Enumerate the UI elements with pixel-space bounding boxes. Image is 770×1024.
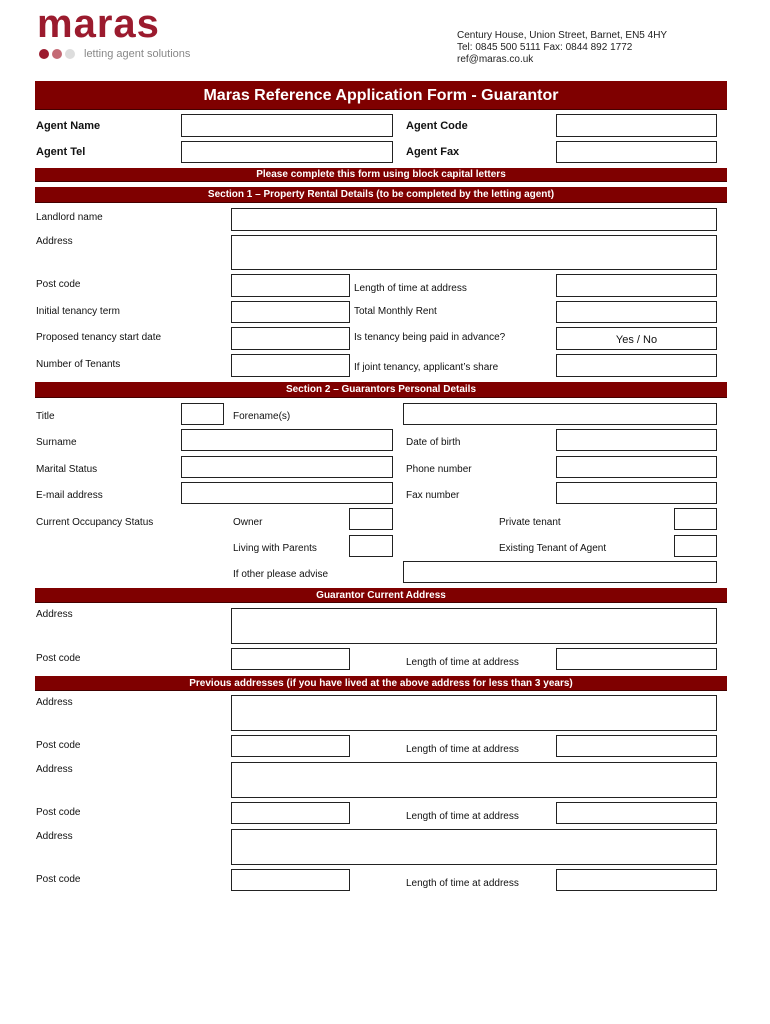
other-field[interactable] (403, 561, 717, 583)
share-field[interactable] (556, 354, 717, 377)
agent-tel-field[interactable] (181, 141, 393, 163)
property-length-field[interactable] (556, 274, 717, 297)
length-label: Length of time at address (406, 657, 519, 668)
phone-line: Tel: 0845 500 5111 Fax: 0844 892 1772 (457, 42, 633, 53)
start-label: Proposed tenancy start date (36, 332, 162, 343)
address-line: Century House, Union Street, Barnet, EN5 4HY (457, 30, 668, 41)
postcode-label: Post code (36, 740, 81, 751)
length-label: Length of time at address (406, 811, 519, 822)
postcode-label: Post code (36, 279, 81, 290)
address-label: Address (36, 831, 73, 842)
phone-field[interactable] (556, 456, 717, 478)
previous-length-field-1[interactable] (556, 735, 717, 757)
marital-field[interactable] (181, 456, 393, 478)
notice-bar: Please complete this form using block capital letters (35, 168, 727, 182)
surname-field[interactable] (181, 429, 393, 451)
rent-field[interactable] (556, 301, 717, 323)
current-length-field[interactable] (556, 648, 717, 670)
current-address-header: Guarantor Current Address (35, 588, 727, 603)
previous-address-field-2[interactable] (231, 762, 717, 798)
agent-fax-field[interactable] (556, 141, 717, 163)
form-title: Maras Reference Application Form - Guarantor (35, 81, 727, 110)
address-label: Address (36, 236, 73, 247)
tenants-label: Number of Tenants (36, 359, 121, 370)
previous-postcode-field-3[interactable] (231, 869, 350, 891)
length-label: Length of time at address (406, 744, 519, 755)
previous-addresses-header: Previous addresses (if you have lived at the above address for less than 3 years) (35, 676, 727, 691)
dob-label: Date of birth (406, 437, 461, 448)
agent-code-label: Agent Code (406, 120, 468, 132)
length-label: Length of time at address (406, 878, 519, 889)
address-label: Address (36, 697, 73, 708)
existing-tenant-checkbox[interactable] (674, 535, 717, 557)
agent-name-field[interactable] (181, 114, 393, 137)
owner-checkbox[interactable] (349, 508, 393, 530)
term-field[interactable] (231, 301, 350, 323)
logo-dot-icon (39, 49, 49, 59)
term-label: Initial tenancy term (36, 306, 120, 317)
postcode-label: Post code (36, 653, 81, 664)
logo-tagline: letting agent solutions (84, 48, 191, 60)
other-label: If other please advise (233, 569, 329, 580)
title-label: Title (36, 411, 55, 422)
phone-label: Phone number (406, 464, 472, 475)
current-address-field[interactable] (231, 608, 717, 644)
rent-label: Total Monthly Rent (354, 306, 437, 317)
parents-label: Living with Parents (233, 543, 317, 554)
company-address (457, 30, 667, 66)
address-label: Address (36, 764, 73, 775)
forename-label: Forename(s) (233, 411, 291, 422)
length-label: Length of time at address (354, 283, 467, 294)
start-date-field[interactable] (231, 327, 350, 350)
forename-field[interactable] (403, 403, 717, 425)
current-postcode-field[interactable] (231, 648, 350, 670)
property-postcode-field[interactable] (231, 274, 350, 297)
advance-label: Is tenancy being paid in advance? (354, 332, 506, 343)
address-label: Address (36, 609, 73, 620)
owner-label: Owner (233, 517, 263, 528)
advance-field[interactable]: Yes / No (556, 327, 717, 350)
section1-header: Section 1 – Property Rental Details (to be completed by the letting agent) (35, 187, 727, 203)
postcode-label: Post code (36, 807, 81, 818)
agent-code-field[interactable] (556, 114, 717, 137)
landlord-label: Landlord name (36, 212, 103, 223)
landlord-field[interactable] (231, 208, 717, 231)
email-line: ref@maras.co.uk (457, 54, 534, 65)
parents-checkbox[interactable] (349, 535, 393, 557)
property-address-field[interactable] (231, 235, 717, 270)
share-label: If joint tenancy, applicant’s share (354, 362, 499, 373)
previous-postcode-field-1[interactable] (231, 735, 350, 757)
section2-header: Section 2 – Guarantors Personal Details (35, 382, 727, 398)
marital-label: Marital Status (36, 464, 98, 475)
existing-tenant-label: Existing Tenant of Agent (499, 543, 607, 554)
email-field[interactable] (181, 482, 393, 504)
fax-field[interactable] (556, 482, 717, 504)
title-field[interactable] (181, 403, 224, 425)
previous-length-field-2[interactable] (556, 802, 717, 824)
dob-field[interactable] (556, 429, 717, 451)
previous-address-field-1[interactable] (231, 695, 717, 731)
previous-length-field-3[interactable] (556, 869, 717, 891)
postcode-label: Post code (36, 874, 81, 885)
tenants-field[interactable] (231, 354, 350, 377)
logo-dot-icon (52, 49, 62, 59)
private-tenant-checkbox[interactable] (674, 508, 717, 530)
agent-name-label: Agent Name (36, 120, 101, 132)
email-label: E-mail address (36, 490, 103, 501)
agent-tel-label: Agent Tel (36, 146, 86, 158)
fax-label: Fax number (406, 490, 460, 501)
private-tenant-label: Private tenant (499, 517, 561, 528)
previous-postcode-field-2[interactable] (231, 802, 350, 824)
logo-dot-icon (65, 49, 75, 59)
previous-address-field-3[interactable] (231, 829, 717, 865)
agent-fax-label: Agent Fax (406, 146, 460, 158)
surname-label: Surname (36, 437, 77, 448)
logo: maras (37, 4, 160, 44)
occupancy-label: Current Occupancy Status (36, 517, 154, 528)
